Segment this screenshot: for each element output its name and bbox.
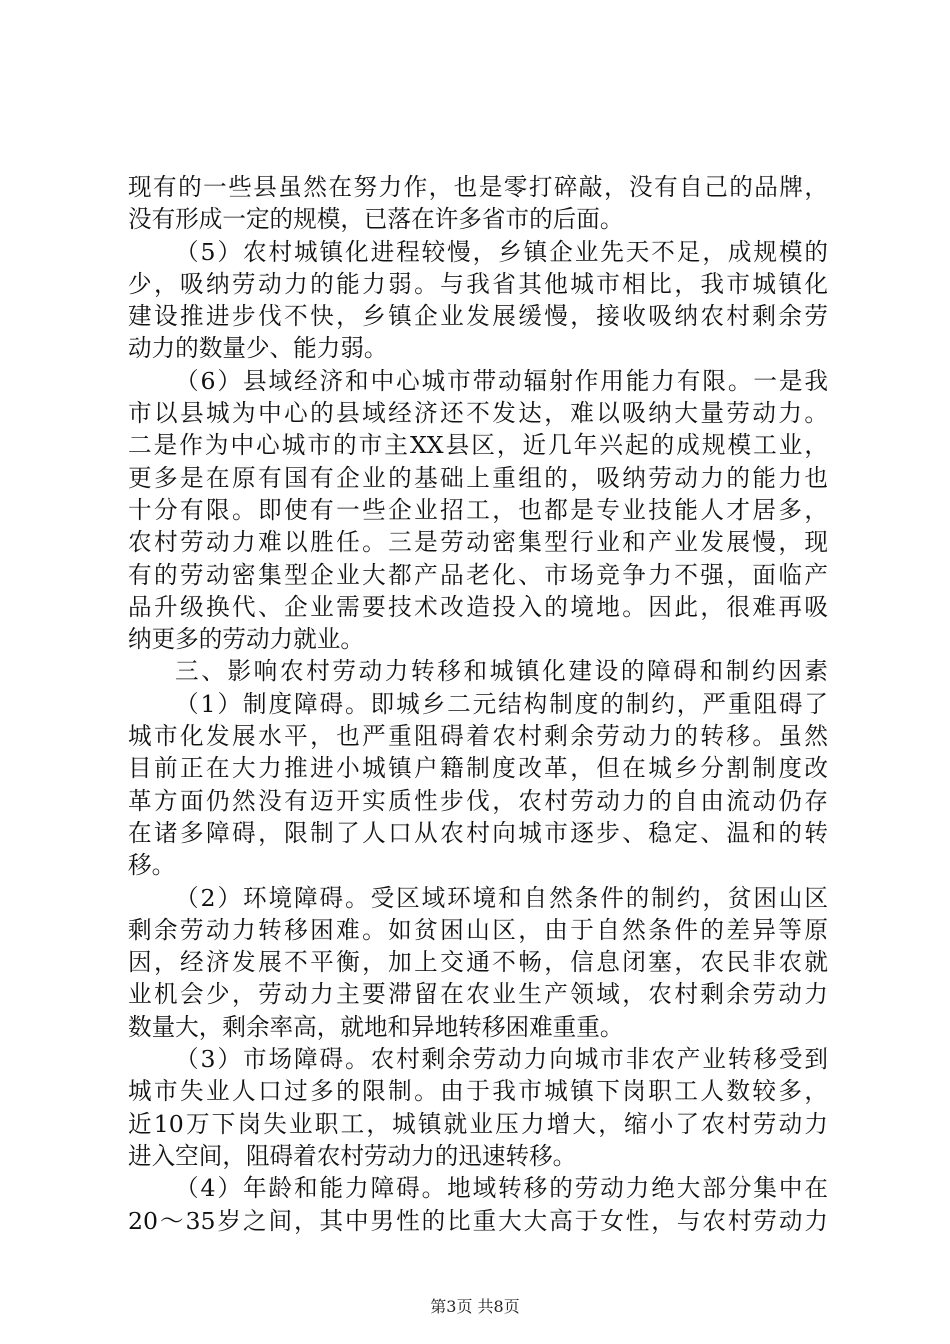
text-line: （3）市场障碍。农村剩余劳动力向城市非农产业转移受到 [175,1045,828,1074]
text-line: 进入空间，阻碍着农村劳动力的迅速转移。 [128,1141,577,1170]
text-line: 纳更多的劳动力就业。 [128,625,364,654]
text-line: 革方面仍然没有迈开实质性步伐，农村劳动力的自由流动仍存 [128,786,828,815]
text-line: 市以县城为中心的县域经济还不发达，难以吸纳大量劳动力。 [128,399,828,428]
page-footer: 第3页 共8页 [430,1297,520,1316]
text-line: 在诸多障碍，限制了人口从农村向城市逐步、稳定、温和的转 [128,818,828,847]
text-line: 三、影响农村劳动力转移和城镇化建设的障碍和制约因素 [175,657,828,686]
text-line: （5）农村城镇化进程较慢，乡镇企业先天不足，成规模的 [175,237,828,266]
text-line: （2）环境障碍。受区域环境和自然条件的制约，贫困山区 [175,883,828,912]
text-line: 动力的数量少、能力弱。 [128,334,388,363]
text-line: 建设推进步伐不快，乡镇企业发展缓慢，接收吸纳农村剩余劳 [128,302,828,331]
text-line: 农村劳动力难以胜任。三是劳动密集型行业和产业发展慢，现 [128,528,828,557]
text-line: 因，经济发展不平衡，加上交通不畅，信息闭塞，农民非农就 [128,948,828,977]
text-line: （6）县域经济和中心城市带动辐射作用能力有限。一是我 [175,366,828,395]
text-line: 业机会少，劳动力主要滞留在农业生产领域，农村剩余劳动力 [128,980,828,1009]
text-line: 剩余劳动力转移困难。如贫困山区，由于自然条件的差异等原 [128,915,828,944]
text-line: 少，吸纳劳动力的能力弱。与我省其他城市相比，我市城镇化 [128,269,828,298]
text-line: （1）制度障碍。即城乡二元结构制度的制约，严重阻碍了 [175,689,828,718]
text-line: 城市失业人口过多的限制。由于我市城镇下岗职工人数较多， [128,1077,828,1106]
text-line: 近10万下岗失业职工，城镇就业压力增大，缩小了农村劳动力 [128,1109,828,1138]
text-line: （4）年龄和能力障碍。地域转移的劳动力绝大部分集中在 [175,1174,828,1203]
text-line: 没有形成一定的规模，已落在许多省市的后面。 [128,205,624,234]
document-body [128,171,828,1237]
text-line: 目前正在大力推进小城镇户籍制度改革，但在城乡分割制度改 [128,754,828,783]
text-line: 数量大，剩余率高，就地和异地转移困难重重。 [128,1012,624,1041]
text-line: 更多是在原有国有企业的基础上重组的，吸纳劳动力的能力也 [128,463,828,492]
text-line: 现有的一些县虽然在努力作，也是零打碎敲，没有自己的品牌， [128,173,828,201]
text-line: 移。 [128,851,176,880]
text-line: 二是作为中心城市的市主XX县区，近几年兴起的成规模工业， [128,431,828,460]
text-line: 十分有限。即使有一些企业招工，也都是专业技能人才居多， [128,495,828,524]
text-line: 品升级换代、企业需要技术改造投入的境地。因此，很难再吸 [128,592,828,621]
text-line: 有的劳动密集型企业大都产品老化、市场竞争力不强，面临产 [128,560,828,589]
text-line: 城市化发展水平，也严重阻碍着农村剩余劳动力的转移。虽然 [128,722,828,751]
text-line: 20～35岁之间，其中男性的比重大大高于女性，与农村劳动力 [128,1206,828,1235]
